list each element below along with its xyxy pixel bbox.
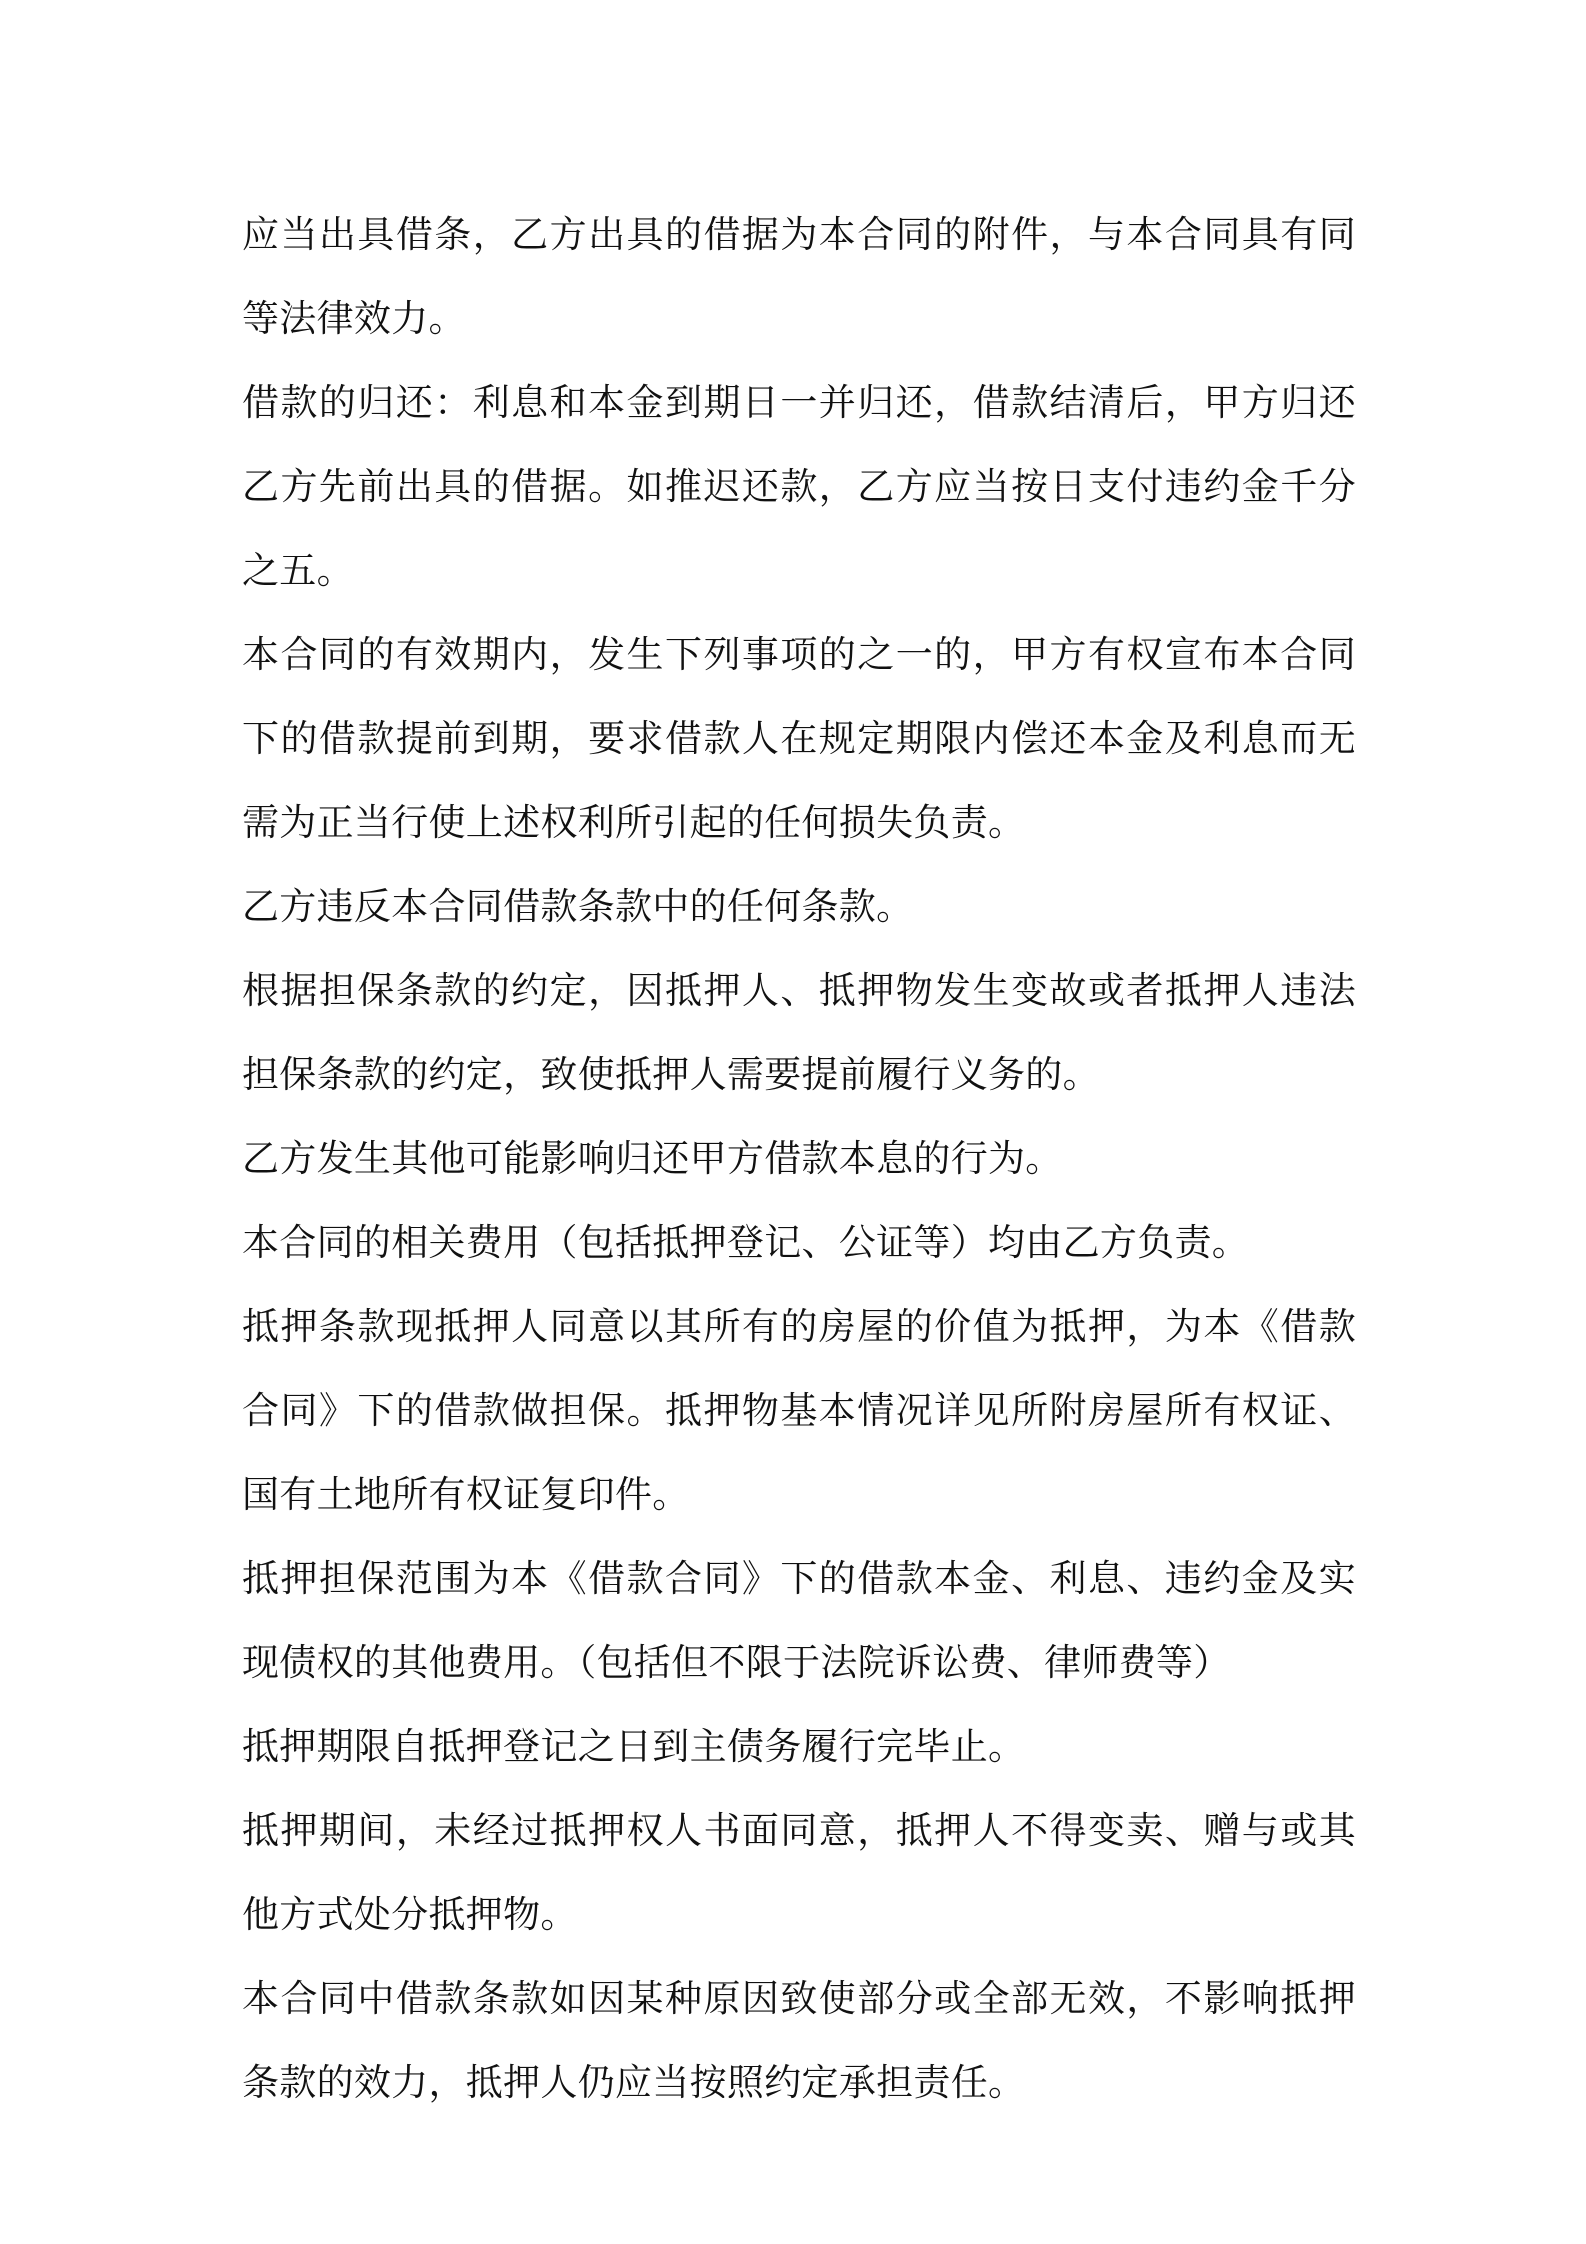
- paragraph-breach-item: 乙方违反本合同借款条款中的任何条款。: [242, 885, 914, 928]
- paragraph-guarantee-item: 根据担保条款的约定，因抵押人、抵押物发生变故或者抵押人违法担保条款的约定，致使抵押人需要提前履行义务的。: [242, 969, 1356, 1096]
- paragraph-repayment-clause: 借款的归还：利息和本金到期日一并归还，借款结清后，甲方归还乙方先前出具的借据。如推迟还款，乙方应当按日支付违约金千分之五。: [242, 381, 1356, 592]
- paragraph-mortgage-disposal: 抵押期间，未经过抵押权人书面同意，抵押人不得变卖、赠与或其他方式处分抵押物。: [242, 1809, 1356, 1936]
- paragraph-fees-clause: 本合同的相关费用（包括抵押登记、公证等）均由乙方负责。: [242, 1221, 1250, 1264]
- paragraph-attachment-clause: 应当出具借条，乙方出具的借据为本合同的附件，与本合同具有同等法律效力。: [242, 213, 1356, 340]
- paragraph-mortgage-clause: 抵押条款现抵押人同意以其所有的房屋的价值为抵押，为本《借款合同》下的借款做担保。抵押物基本情况详见所附房屋所有权证、国有土地所有权证复印件。: [242, 1305, 1356, 1516]
- paragraph-other-behavior-item: 乙方发生其他可能影响归还甲方借款本息的行为。: [242, 1137, 1063, 1180]
- paragraph-mortgage-scope: 抵押担保范围为本《借款合同》下的借款本金、利息、违约金及实现债权的其他费用。（包括但不限于法院诉讼费、律师费等）: [242, 1557, 1356, 1684]
- document-body: [242, 193, 1356, 2125]
- paragraph-validity-clause: 本合同中借款条款如因某种原因致使部分或全部无效，不影响抵押条款的效力，抵押人仍应当按照约定承担责任。: [242, 1977, 1356, 2104]
- paragraph-mortgage-term: 抵押期限自抵押登记之日到主债务履行完毕止。: [242, 1725, 1026, 1768]
- paragraph-acceleration-clause: 本合同的有效期内，发生下列事项的之一的，甲方有权宣布本合同下的借款提前到期，要求借款人在规定期限内偿还本金及利息而无需为正当行使上述权利所引起的任何损失负责。: [242, 633, 1356, 844]
